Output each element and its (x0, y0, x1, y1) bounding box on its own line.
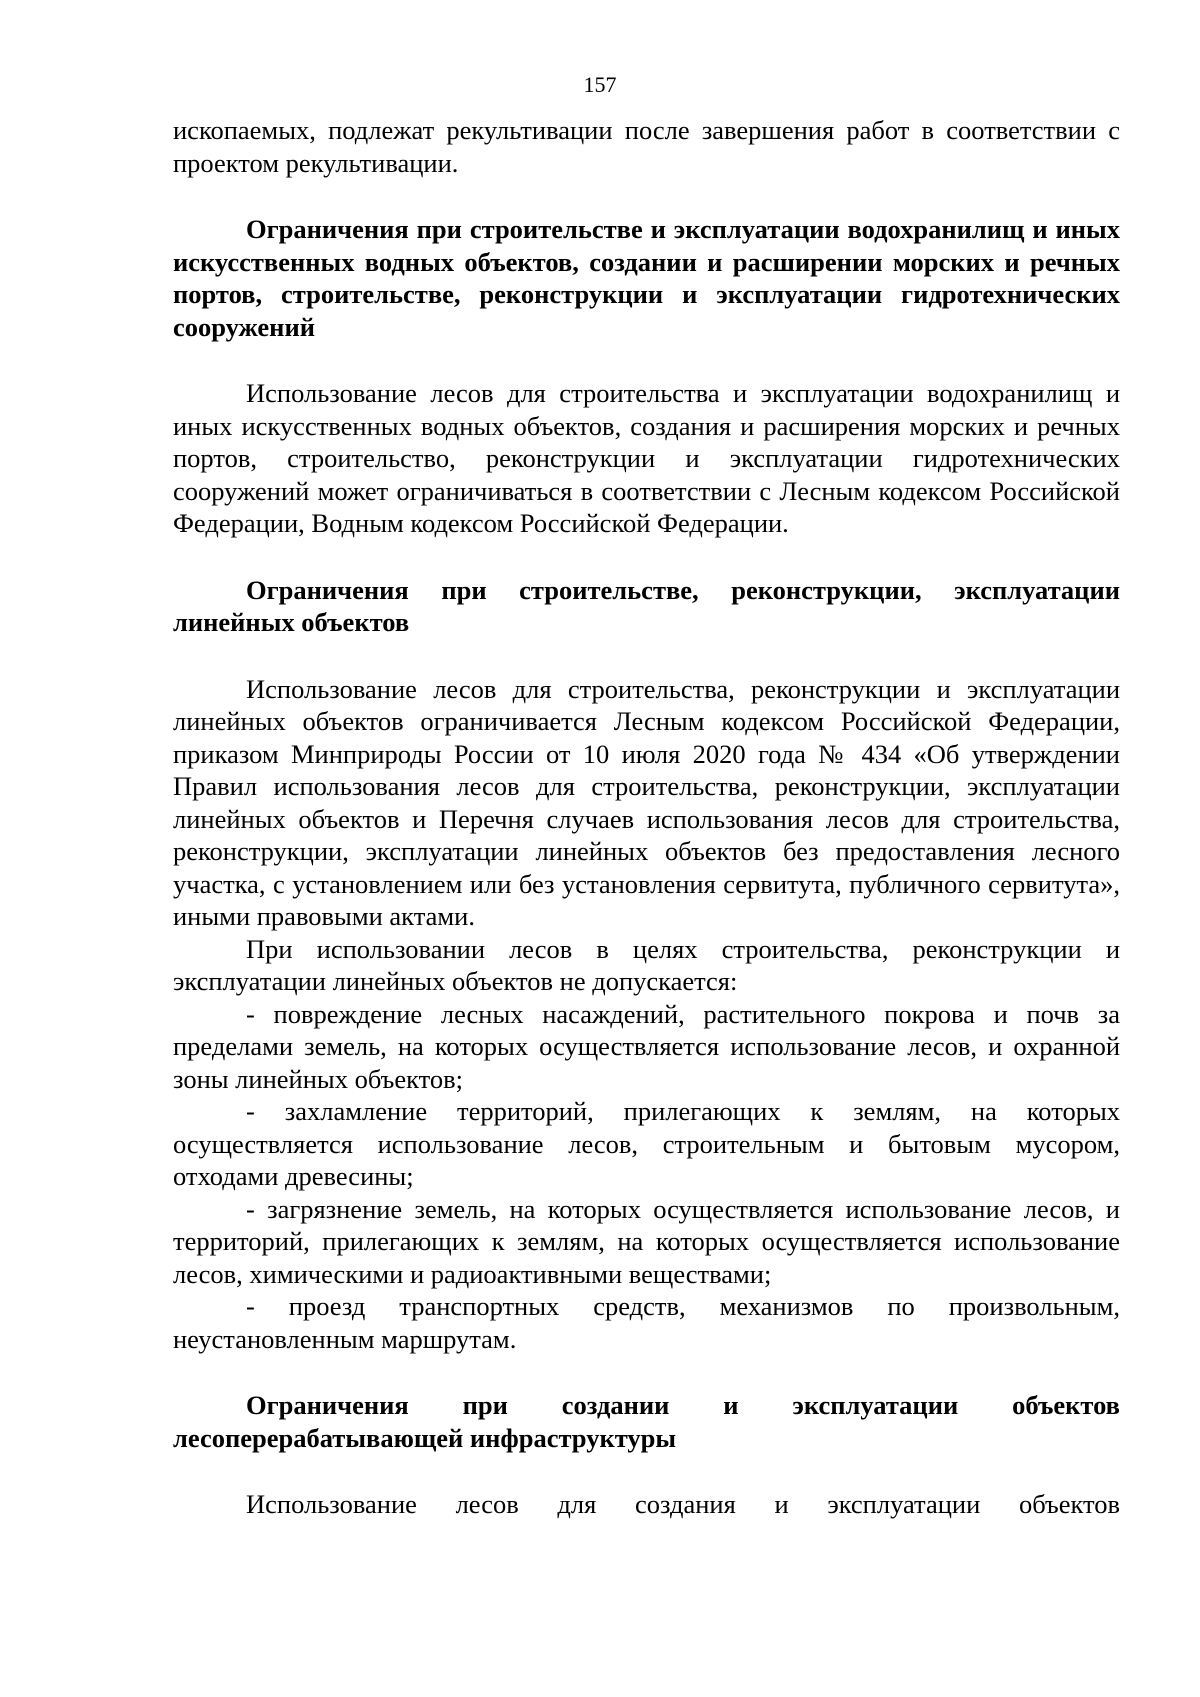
page-number: 157 (583, 72, 617, 97)
section-heading-reservoirs: Ограничения при строительстве и эксплуатации водохранилищ и иных искусственных водных объектов, создании и расширении морских и речных портов, строительстве, реконструкции и эксплуатации гидротехнических сооружений (173, 214, 1120, 342)
paragraph-reservoirs: Использование лесов для строительства и эксплуатации водохранилищ и иных искусственных водных объектов, создания и расширения морских и речных портов, строительство, реконструкции и эксплуатации гидротехнических сооружений может ограничиваться в соответствии с Лесным кодексом Российской Федерации, Водным кодексом Российской Федерации. (173, 378, 1120, 538)
list-item-vehicles: - проезд транспортных средств, механизмов по произвольным, неустановленным маршрутам. (173, 1291, 1120, 1354)
list-item-littering: - захламление территорий, прилегающих к землям, на которых осуществляется использование лесов, строительным и бытовым мусором, отходами древесины; (173, 1096, 1120, 1191)
list-item-damage: - повреждение лесных насаждений, растительного покрова и почв за пределами земель, на которых осуществляется использование лесов, и охранной зоны линейных объектов; (173, 998, 1120, 1094)
paragraph-prohibitions-intro: При использовании лесов в целях строительства, реконструкции и эксплуатации линейных объектов не допускается: (173, 933, 1120, 996)
document-body (173, 114, 1120, 1521)
list-item-pollution: - загрязнение земель, на которых осуществляется использование лесов, и территорий, прилегающих к землям, на которых осуществляется использование лесов, химическими и радиоактивными веществами; (173, 1193, 1120, 1289)
section-heading-wood-processing: Ограничения при создании и эксплуатации объектов лесоперерабатывающей инфраструктуры (173, 1390, 1120, 1453)
paragraph-continuation: ископаемых, подлежат рекультивации после завершения работ в соответствии с проектом рекультивации. (173, 115, 1120, 178)
section-heading-linear-objects: Ограничения при строительстве, реконструкции, эксплуатации линейных объектов (173, 574, 1120, 637)
paragraph-wood-processing: Использование лесов для создания и эксплуатации объектов (246, 1489, 1120, 1519)
paragraph-linear-objects: Использование лесов для строительства, реконструкции и эксплуатации линейных объектов ограничивается Лесным кодексом Российской Федерации, приказом Минприроды России от 10 июля 2020 года № 434 «Об утверждении Правил использования лесов для строительства, реконструкции, эксплуатации линейных объектов и Перечня случаев использования лесов для строительства, реконструкции, эксплуатации линейных объектов без предоставления лесного участка, с установлением или без установления сервитута, публичного сервитута», иными правовыми актами. (173, 673, 1120, 931)
